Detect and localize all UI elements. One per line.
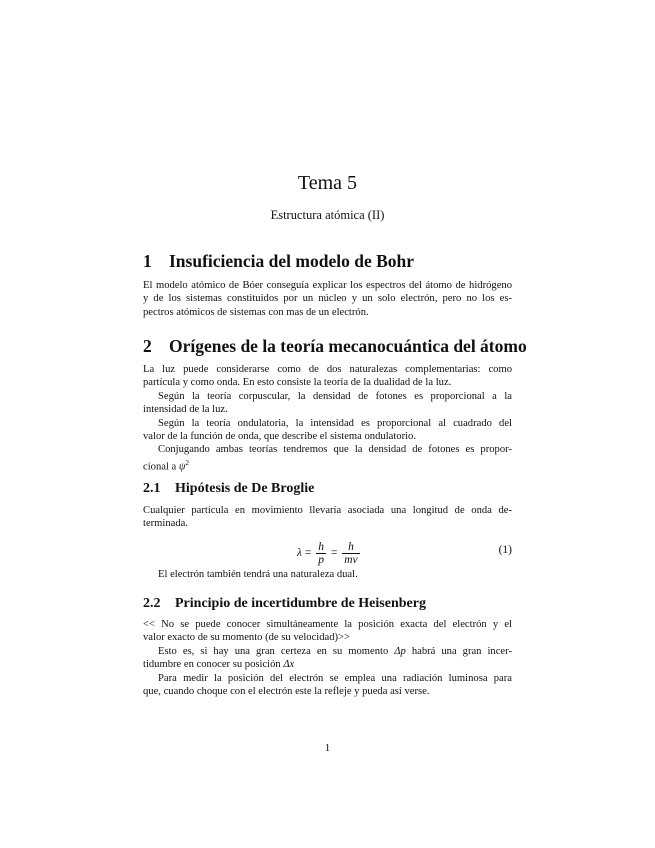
text-line: valor exacto de su momento (de su velocidad)>>: [143, 632, 350, 644]
text-line: El electrón también tendrá una naturaleza dual.: [158, 569, 358, 580]
lambda-symbol: λ: [297, 547, 302, 560]
subsection-title: Hipótesis de De Broglie: [175, 481, 315, 496]
equals-sign: =: [304, 547, 312, 560]
section-number: 2: [143, 336, 152, 356]
psi-symbol: ψ: [178, 461, 186, 473]
text-fragment: tidumbre en conocer su posición: [143, 659, 284, 671]
denominator: p: [318, 554, 324, 566]
text-line: Para medir la posición del electrón se emplea una radiación luminosa para: [158, 672, 512, 684]
text-line: [143, 658, 512, 671]
subsection-heading-2-1: [143, 481, 314, 497]
text-line: Conjugando ambas teorías tendremos que la densidad de fotones es propor-: [158, 444, 512, 456]
text-line: [143, 457, 512, 474]
document-title: Tema 5: [297, 172, 358, 194]
text-line: pectros atómicos de sistemas con mas de un electrón.: [143, 306, 369, 318]
text-line: [143, 645, 512, 658]
subsection-2-1-paragraph: [143, 504, 512, 531]
text-line: Cualquier partícula en movimiento llevaría asociada una longitud de onda de-: [143, 505, 512, 516]
page-number: 1: [324, 742, 331, 754]
numerator: h: [342, 541, 359, 554]
text-line: valor de la función de onda, que describe el sistema ondulatorio.: [143, 431, 416, 443]
subsection-number: 2.1: [143, 481, 161, 496]
section-number: 1: [143, 251, 152, 271]
section-title: Orígenes de la teoría mecanocuántica del átomo: [169, 336, 527, 356]
text-line: << No se puede conocer simultáneamente la posición exacta del electrón y el: [143, 619, 512, 630]
text-fragment: habrá una gran incer-: [405, 645, 512, 657]
text-line: La luz puede considerarse como de dos naturalezas complementarias: como: [143, 364, 512, 375]
subsection-2-1-conclusion: [143, 568, 512, 581]
text-line: y de los sistemas constituidos por un núcleo y un solo electrón, pero no los es-: [143, 293, 512, 305]
subsection-heading-2-2: [143, 596, 426, 612]
fraction-h-over-mv: [342, 541, 359, 566]
denominator: mv: [344, 554, 358, 566]
numerator: h: [318, 541, 324, 553]
document-subtitle: Estructura atómica (II): [270, 208, 385, 222]
section-title: Insuficiencia del modelo de Bohr: [169, 251, 415, 271]
equation-de-broglie: [143, 538, 512, 568]
delta-p-symbol: Δp: [394, 645, 406, 657]
section-heading-1: [143, 251, 414, 272]
text-fragment: cional a: [143, 461, 179, 473]
subsection-2-2-body: [143, 618, 512, 698]
text-line: El modelo atómico de Bóer conseguía explicar los espectros del átomo de hidrógeno: [143, 280, 512, 291]
text-line: Según la teoría corpuscular, la densidad de fotones es proporcional a la: [158, 390, 512, 402]
fraction-h-over-p: [316, 541, 326, 566]
text-line: intensidad de la luz.: [143, 404, 228, 416]
section-heading-2: [143, 336, 527, 357]
section-1-paragraph: [143, 279, 512, 319]
text-fragment: Esto es, si hay una gran certeza en su momento: [158, 645, 395, 657]
text-line: que, cuando choque con el electrón este la refleje y pueda así verse.: [143, 686, 430, 698]
equals-sign: =: [330, 547, 338, 560]
equation-formula: [297, 541, 362, 566]
section-2-body: [143, 363, 512, 474]
equation-number: (1): [498, 544, 512, 556]
subsection-number: 2.2: [143, 596, 161, 611]
text-line: partícula y como onda. En esto consiste la teoría de la dualidad de la luz.: [143, 377, 452, 389]
text-line: Según la teoría ondulatoria, la intensidad es proporcional al cuadrado del: [158, 417, 512, 429]
subsection-title: Principio de incertidumbre de Heisenberg: [175, 596, 426, 611]
text-line: terminada.: [143, 518, 189, 530]
delta-x-symbol: Δx: [283, 659, 295, 671]
exponent: 2: [185, 458, 189, 467]
